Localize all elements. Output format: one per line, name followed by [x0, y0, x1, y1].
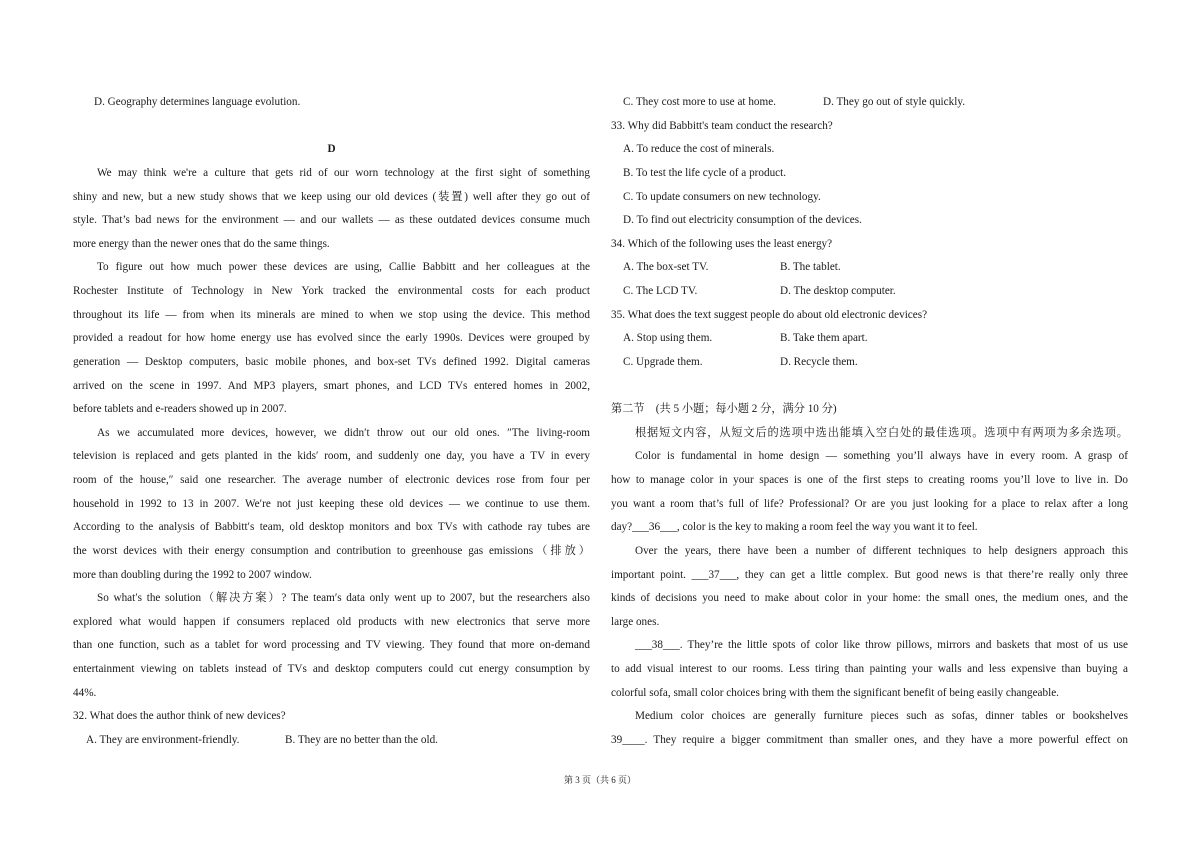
text-line: room of the house,″ said one researcher. The average number of electronic devices rose from four per: [73, 474, 590, 486]
answer-option: B. The tablet.: [780, 261, 841, 274]
text-line: day?___36___, color is the key to making a room feel the way you want it to feel.: [611, 521, 978, 534]
answer-option: C. Upgrade them.: [623, 355, 703, 368]
answer-option: B. They are no better than the old.: [285, 733, 438, 746]
answer-option: C. To update consumers on new technology.: [623, 190, 821, 203]
text-line: television is replaced and gets planted in the kids′ room, and suddenly one day, you have a TV in every: [73, 450, 590, 463]
text-line: you want a room that’s full of life? Professional? Or are you just looking for a place to relax after a long: [611, 497, 1128, 510]
text-line: colorful sofa, small color choices bring with them the significant benefit of being easily changeable.: [611, 686, 1059, 699]
answer-options: [611, 138, 1128, 162]
answer-options: [73, 91, 590, 115]
text-line: explored what would happen if consumers replaced old products with new electronics that serve more: [73, 615, 590, 628]
left-column: [73, 91, 590, 753]
answer-options: [611, 351, 1128, 375]
text-line: shiny and new, but a new study shows that we keep using our old devices (装置) well after they go out of: [73, 190, 590, 203]
text-line: As we accumulated more devices, however, we didn′t throw out our old ones. ″The living-room: [97, 426, 590, 439]
text-line: entertainment viewing on tablets instead of TVs and desktop computers could cut energy consumption by: [73, 663, 590, 675]
text-line: than one function, such as a tablet for word processing and TV viewing. They found that more on-demand: [73, 639, 590, 652]
text-line: We may think we're a culture that gets rid of our worn technology at the first sight of something: [97, 166, 590, 179]
text-line: ___38___. They’re the little spots of color like throw pillows, mirrors and baskets that most of us use: [635, 639, 1128, 652]
text-line: According to the analysis of Babbitt′s team, old desktop monitors and box TVs with cathode ray tubes are: [73, 521, 590, 534]
answer-option: A. Stop using them.: [623, 332, 713, 345]
question-stem: 32. What does the author think of new devices?: [73, 710, 286, 723]
text-line: To figure out how much power these devices are using, Callie Babbitt and her colleagues at the: [97, 261, 590, 274]
text-line: household in 1992 to 13 in 2007. We′re not just keeping these old devices — we continue to use them.: [73, 497, 590, 510]
answer-options: [611, 280, 1128, 304]
text-line: how to manage color in your spaces is one of the first steps to creating rooms you’ll love to live in. Do: [611, 474, 1128, 486]
text-line: 根据短文内容，从短文后的选项中选出能填入空白处的最佳选项。选项中有两项为多余选项。: [635, 426, 1128, 439]
answer-option: D. To find out electricity consumption of the devices.: [623, 214, 862, 227]
question-stem: 34. Which of the following uses the least energy?: [611, 237, 833, 250]
answer-option: A. The box-set TV.: [623, 261, 709, 274]
answer-option: C. The LCD TV.: [623, 285, 698, 297]
text-line: kinds of decisions you need to make about color in your home: the small ones, the medium ones, and the: [611, 592, 1128, 605]
text-line: Color is fundamental in home design — something you’ll always have in every room. A grasp of: [635, 450, 1128, 463]
text-line: Medium color choices are generally furniture pieces such as sofas, dinner tables or bookshelves: [635, 710, 1128, 723]
text-line: 39____. They require a bigger commitment than smaller ones, and they have a more powerful effect on: [611, 733, 1128, 746]
question-stem: 35. What does the text suggest people do about old electronic devices?: [611, 308, 928, 321]
text-line: generation — Desktop computers, basic mobile phones, and box-set TVs defined 1992. Digital cameras: [73, 355, 590, 368]
text-line: more than doubling during the 1992 to 2007 window.: [73, 568, 312, 581]
text-line: throughout its life — from when its minerals are mined to when we stop using the device. This method: [73, 308, 590, 321]
answer-option: D. They go out of style quickly.: [823, 96, 966, 108]
text-line: large ones.: [611, 615, 660, 628]
answer-option: D. Geography determines language evolution.: [94, 96, 301, 108]
answer-option: B. Take them apart.: [780, 332, 868, 345]
answer-options: [611, 327, 1128, 351]
page-footer: 第 3 页（共 6 页）: [563, 775, 636, 785]
answer-option: D. Recycle them.: [780, 355, 858, 368]
answer-option: A. They are environment-friendly.: [86, 733, 240, 746]
text-line: Rochester Institute of Technology in New York tracked the environmental costs for each product: [73, 285, 590, 297]
answer-options: [611, 209, 1128, 233]
answer-options: [611, 91, 1128, 115]
text-line: 第二节 (共 5 小题；每小题 2 分，满分 10 分): [611, 403, 837, 416]
text-line: more energy than the newer ones that do the same things.: [73, 237, 330, 250]
answer-option: B. To test the life cycle of a product.: [623, 166, 787, 179]
text-line: provided a readout for how home energy use has evolved since the early 1990s. Devices were grouped by: [73, 332, 590, 345]
answer-options: [611, 186, 1128, 210]
answer-options: [611, 162, 1128, 186]
right-column: [611, 91, 1128, 753]
text-line: the worst devices with their energy consumption and contribution to greenhouse gas emissions（排放）: [73, 544, 590, 557]
text-line: style. That’s bad news for the environment — and our wallets — as these outdated devices consume much: [73, 214, 590, 227]
answer-option: A. To reduce the cost of minerals.: [623, 143, 775, 156]
text-line: important point. ___37___, they can get a little complex. But good news is that there’re really only three: [611, 568, 1128, 581]
question-stem: 33. Why did Babbitt's team conduct the research?: [611, 119, 833, 132]
answer-option: C. They cost more to use at home.: [623, 96, 776, 108]
answer-options: [611, 256, 1128, 280]
answer-options: [73, 729, 590, 753]
section-heading: D: [327, 143, 336, 156]
text-line: arrived on the scene in 1997. And MP3 players, smart phones, and LCD TVs entered homes in 2002,: [73, 379, 590, 392]
answer-option: D. The desktop computer.: [780, 285, 896, 297]
blank-line: [611, 375, 1128, 399]
text-line: to add visual interest to our rooms. Less tiring than painting your walls and less expensive than buying a: [611, 663, 1128, 675]
text-line: 44%.: [73, 686, 97, 699]
text-line: So what′s the solution（解决方案）? The team′s data only went up to 2007, but the researchers also: [97, 592, 590, 605]
text-line: before tablets and e-readers showed up in 2007.: [73, 403, 287, 416]
text-line: Over the years, there have been a number of different techniques to help designers approach this: [635, 544, 1128, 557]
blank-line: [73, 115, 590, 139]
